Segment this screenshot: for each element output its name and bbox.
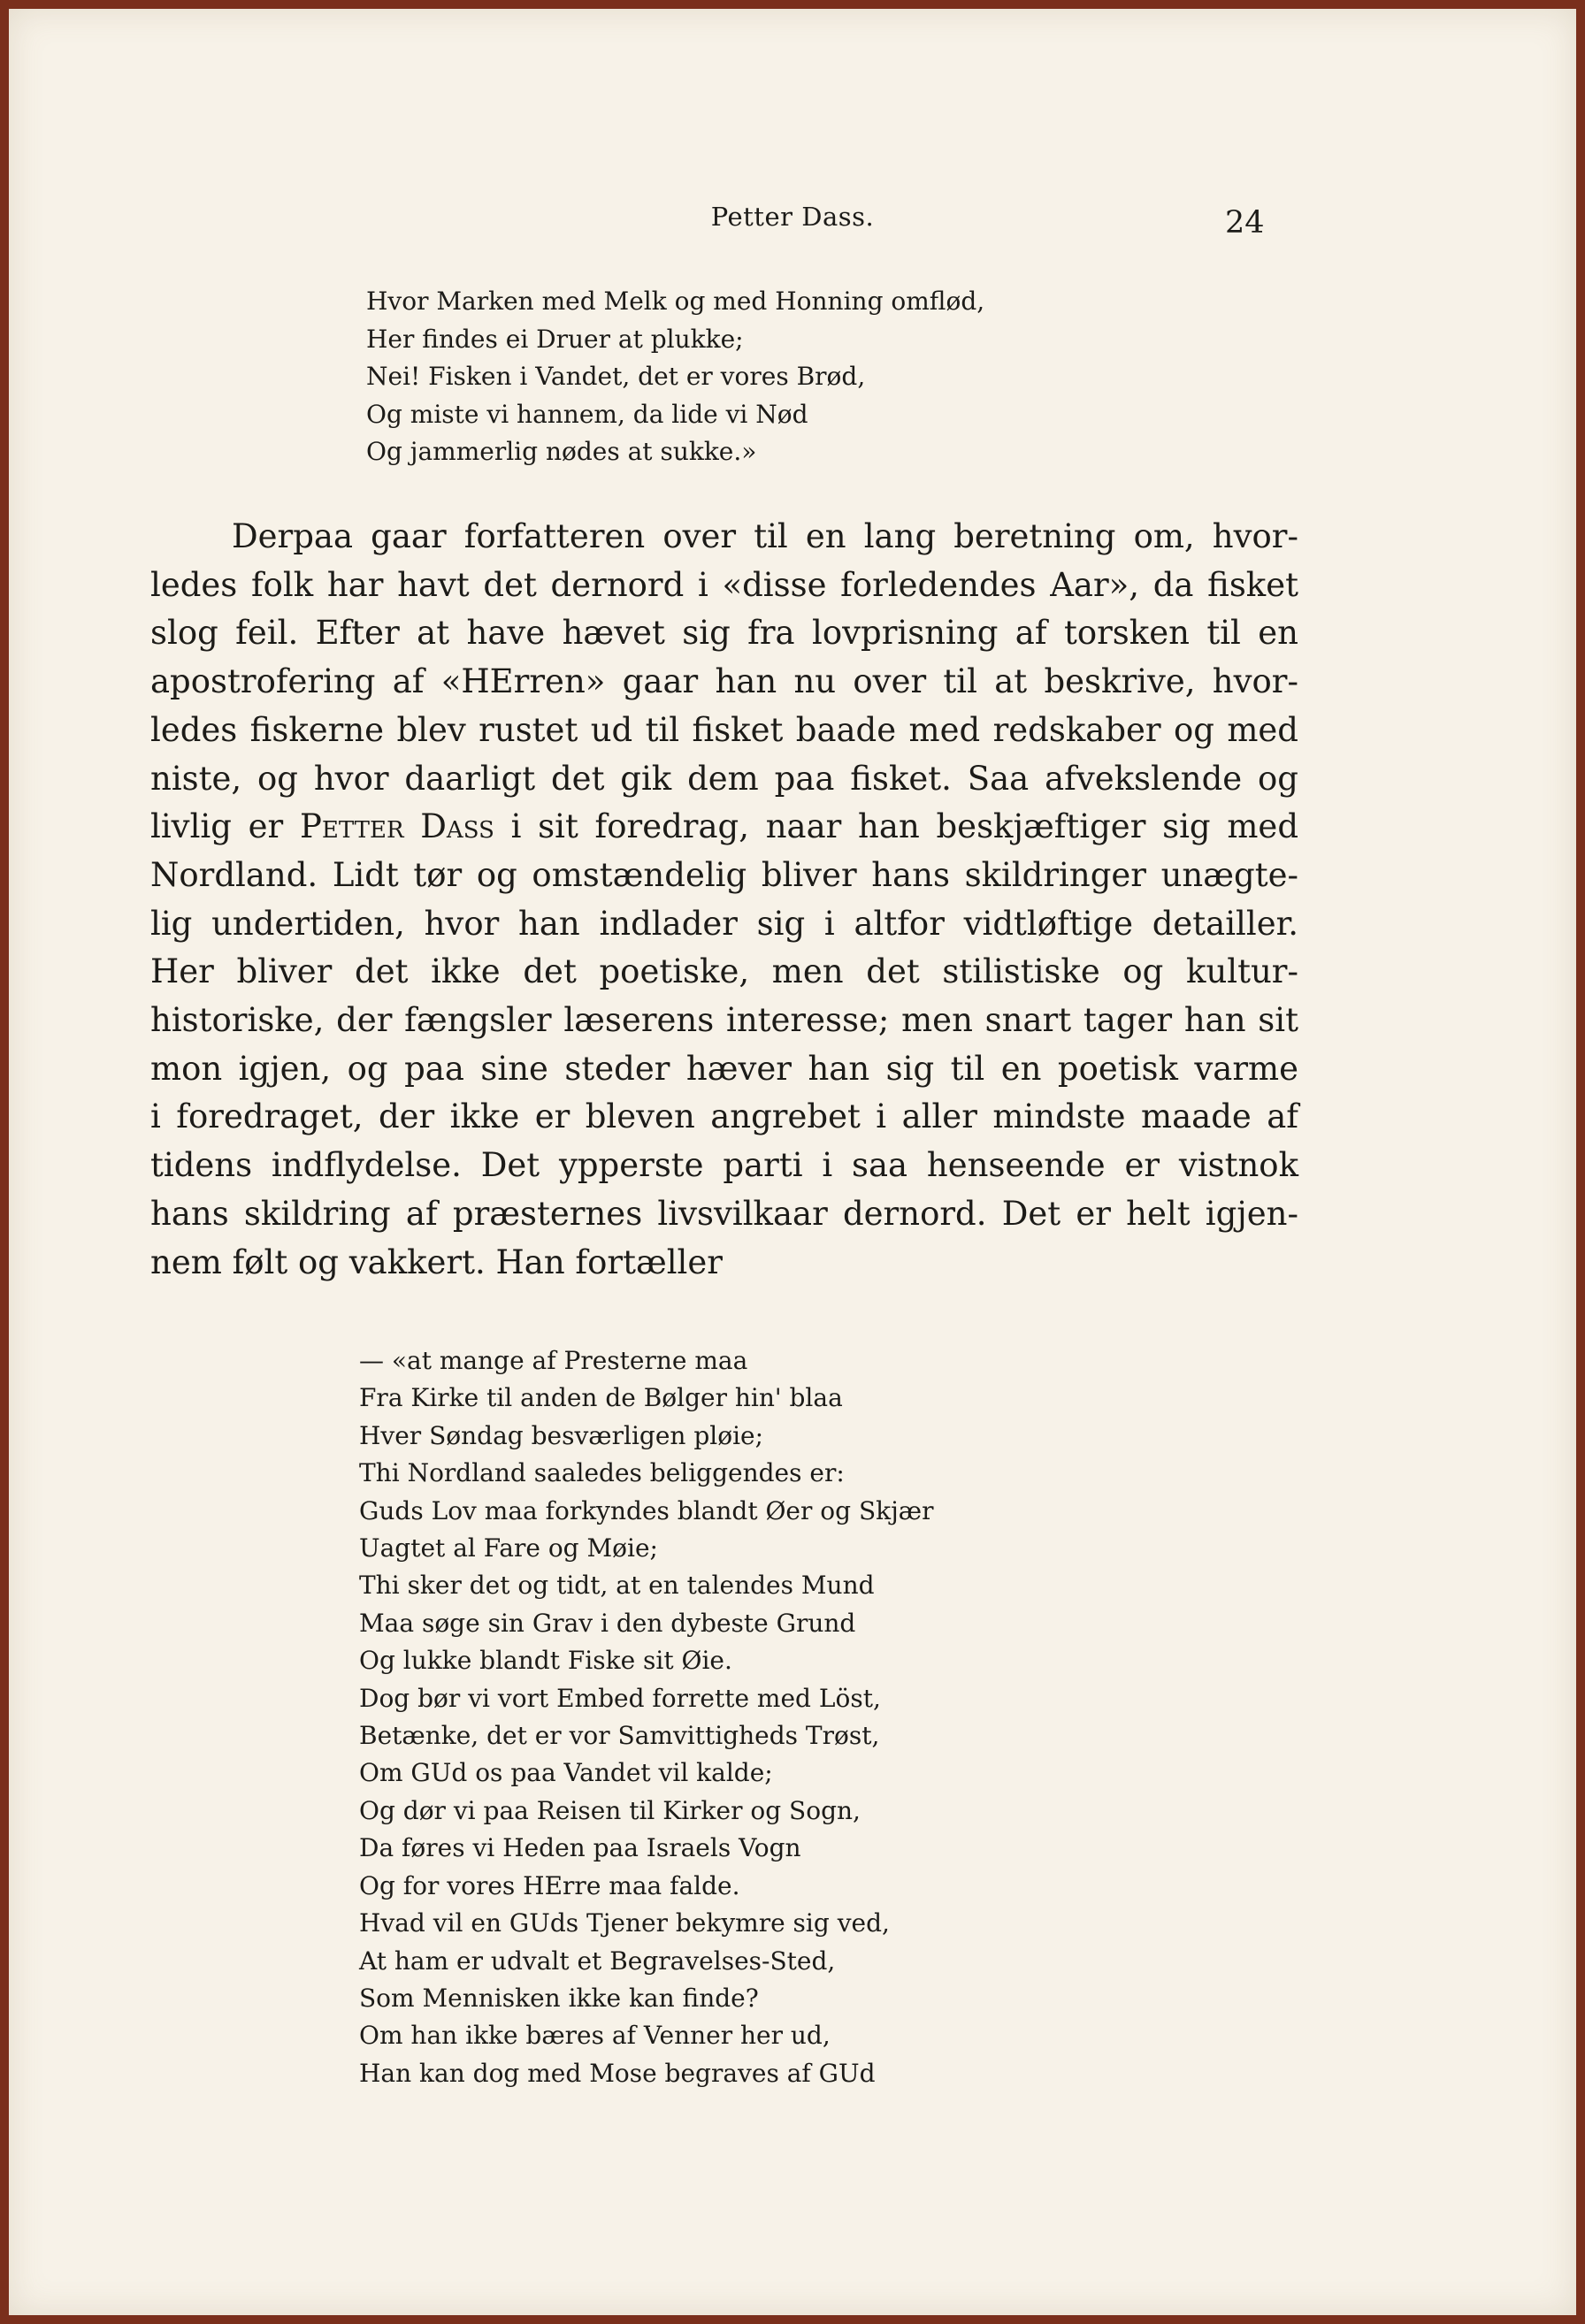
- prose-line: slog feil. Efter at have hævet sig fra lovprisning af torsken til en: [150, 614, 1298, 653]
- prose-line: Derpaa gaar forfatteren over til en lang beretning om, hvor-: [232, 517, 1298, 555]
- prose-line: Her bliver det ikke det poetiske, men det stilistiske og kultur-: [150, 952, 1298, 991]
- verse-line: Og for vores HErre maa falde.: [359, 1870, 740, 1900]
- prose-line: i foredraget, der ikke er bleven angrebet i aller mindste maade af: [150, 1097, 1298, 1136]
- verse-line: Og jammerlig nødes at sukke.»: [366, 437, 757, 466]
- verse-line: Hver Søndag besværligen pløie;: [359, 1420, 764, 1450]
- verse-line: Og dør vi paa Reisen til Kirker og Sogn,: [359, 1795, 861, 1825]
- verse-quote-2: [359, 1342, 934, 2092]
- verse-line: Som Mennisken ikke kan finde?: [359, 1983, 759, 2013]
- verse-line: Da føres vi Heden paa Israels Vogn: [359, 1833, 801, 1863]
- verse-line: Hvad vil en GUds Tjener bekymre sig ved,: [359, 1908, 890, 1938]
- verse-line: Guds Lov maa forkyndes blandt Øer og Skjær: [359, 1495, 934, 1525]
- prose-line: ledes fiskerne blev rustet ud til fisket baade med redskaber og med: [150, 710, 1298, 749]
- verse-line: Her findes ei Druer at plukke;: [366, 324, 744, 354]
- verse-line: Om han ikke bæres af Venner her ud,: [359, 2021, 831, 2051]
- verse-quote-1: [366, 283, 984, 471]
- prose-line: ledes folk har havt det dernord i «disse forledendes Aar», da fisket: [150, 565, 1298, 604]
- page: [9, 9, 1576, 2315]
- verse-line: Nei! Fisken i Vandet, det er vores Brød,: [366, 362, 866, 391]
- prose-line: niste, og hvor daarligt det gik dem paa fisket. Saa afvekslende og: [150, 759, 1298, 798]
- verse-line: Og lukke blandt Fiske sit Øie.: [359, 1646, 732, 1676]
- prose-line: Nordland. Lidt tør og omstændelig bliver hans skildringer unægte-: [150, 855, 1298, 894]
- verse-line: Betænke, det er vor Samvittigheds Trøst,: [359, 1721, 880, 1751]
- verse-line: Og miste vi hannem, da lide vi Nød: [366, 399, 808, 429]
- prose-line: livlig er Petter Dass i sit foredrag, naar han beskjæftiger sig med: [150, 807, 1298, 846]
- verse-line: Om GUd os paa Vandet vil kalde;: [359, 1758, 773, 1788]
- verse-line: Fra Kirke til anden de Bølger hin' blaa: [359, 1383, 843, 1413]
- verse-line: Maa søge sin Grav i den dybeste Grund: [359, 1608, 856, 1638]
- prose-line: apostrofering af «HErren» gaar han nu over til at beskrive, hvor-: [150, 662, 1298, 701]
- verse-line: Hvor Marken med Melk og med Honning omflød,: [366, 287, 985, 316]
- verse-line: At ham er udvalt et Begravelses-Sted,: [359, 1946, 836, 1976]
- verse-line: Han kan dog med Mose begraves af GUd: [359, 2058, 876, 2088]
- verse-line: Thi sker det og tidt, at en talendes Mund: [359, 1571, 875, 1601]
- body-paragraph: [150, 513, 1298, 1287]
- prose-line: nem følt og vakkert. Han fortæller: [150, 1242, 723, 1281]
- verse-line: Uagtet al Fare og Møie;: [359, 1533, 658, 1563]
- author-name: Petter Dass: [299, 807, 494, 846]
- prose-line: lig undertiden, hvor han indlader sig i altfor vidtløftige detailler.: [150, 904, 1298, 943]
- page-number: 24: [1225, 205, 1265, 241]
- verse-line: — «at mange af Presterne maa: [359, 1346, 748, 1375]
- prose-line: historiske, der fængsler læserens interesse; men snart tager han sit: [150, 1001, 1298, 1040]
- running-title: Petter Dass.: [710, 202, 875, 232]
- prose-line: hans skildring af præsternes livsvilkaar dernord. Det er helt igjen-: [150, 1194, 1298, 1233]
- verse-line: Dog bør vi vort Embed forrette med Löst,: [359, 1683, 881, 1713]
- prose-line: tidens indflydelse. Det ypperste parti i saa henseende er vistnok: [150, 1146, 1298, 1185]
- prose-line: mon igjen, og paa sine steder hæver han sig til en poetisk varme: [150, 1049, 1298, 1088]
- verse-line: Thi Nordland saaledes beliggendes er:: [359, 1458, 845, 1488]
